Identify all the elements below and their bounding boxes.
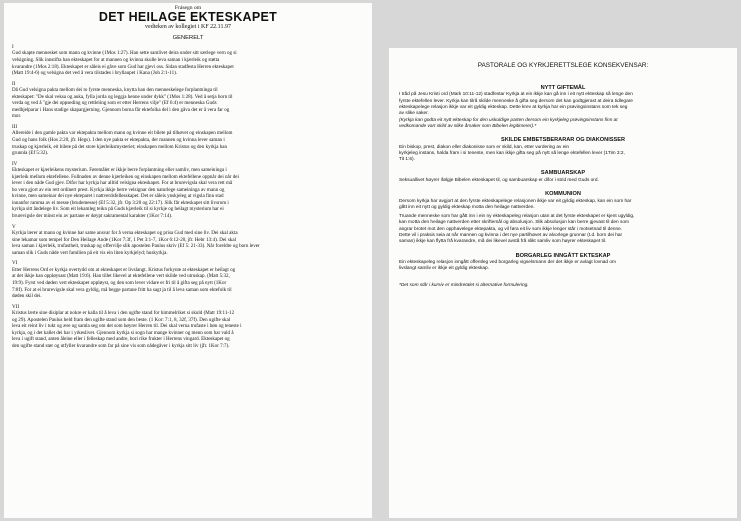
paragraph-v: V Kyrkja lærer at mann og kvinne har same ansvar for å verna ekteskapet og prisa Gud med sine liv. Dei skal akta sine lekamar som tempel for Den Heilage Ande (1Kor 7:3f, 1 Pet 3:1-7, 1Kor 6:12-20, jfr. Hebr 13:4). Dei skal leva saman i kjærleik, trufastheit, truskap og offervilje slik apostelen Paulus skriv (Ef 5: 21-33). Når foreldre og born lever saman slik i Guds nåde vert familien på eit vis ein liten kyrkjelyd; huskyrkja. [12,223,260,256]
document-subtitle: vedteken av kollegiet i KF 22.11.97 [145,24,231,31]
paragraph-sambuarskap: Seksuallivet høyrer ifølgje Bibelen ekteskapet til, og sambuarskap er difor i strid med Guds ord. [399,177,599,183]
pretitle: Frásegn om [174,5,202,11]
section-heading-kommunion: KOMMUNION [545,191,581,198]
document-page-right [389,48,737,518]
document-page-left [4,3,372,518]
paragraph-vi: VI Etter Herrens Ord er kyrkja overtydd om at ekteskapet er livslangt. Kristus forkynte at ekteskapet er heilagt og at det ikkje kan oppløysast (Matt 19:6). Han tillet likevel at ektefellene vert skilde ved utruskap. (Matt 5:32, 19:9). Fyrst ved døden vert ekteskapet oppløyst, og den som lever vidare er fri til å gifta seg på nytt (1Kor 7:8f). For at ei brurevigsle skal vera gyldig, må begge partane fritt ha sagt ja til å leva saman som ektefolk til døden skil dei. [12,260,236,300]
paragraph-kommunion-2: Truande menneske som har gått inn i ein ny ekteskapeleg relasjon utan at det fyrste ekteskapet er kjent ugyldig, kan motta den heilage nattverden etter skriftemål og absolusjon. Slik absolusjon kan berre gjevast til den som angrar brotet mot den opphavelege ektepakta, og vil føra eit liv som ikkje lenger står i motsetnad til denne. Dette vil i praksis seia at når mannen og kvinna i det nye partilhøvet av alvorlege grunnar (t.d. born dei har saman) ikkje kan flytta frå kvarandre, må dei likevel avstå frå slikt samliv som høyrer ekteskapet til. [399,214,635,245]
paragraph-vii: VII Kristus lærte sine disiplar at nokre er kalla til å leva i den ugifte stand for himmelriket si skuld (Matt 19:11-12 og 29). Apostelen Paulus held fram den ugifte stand som den beste. (1 Kor: 7:1, 8, 32f, 37f). Den ugifte skal leva eit reint liv i tukt og ære og samla seg om det som høyrer Herren til. Dei skal verna trufaste i bøn og teneste i kyrkja, og i det kallet dei har i yrkeslivet. Gjennom kyrkja si sogn har mange kvinner og menn som har vald å leva i ugift stand, anten åleine eller i felleskap med andre, bori rike frukter i Herrens vingard. Ekteskapet og den ugifte stand stør og utfyller kvarandre som far på sine vis som nådegåver i kyrkja sitt liv (jfr. 1Kor 7:7). [12,303,242,349]
section-heading-sambuarskap: SAMBUARSKAP [540,170,586,177]
footnote: *Det som står i kursiv er mindretalet si alternative formulering. [399,282,529,288]
section-heading-skilde-embetsberarar: SKILDE EMBETSBERARAR OG DIAKONISSER [500,137,625,144]
consequences-heading: PASTORALE OG KYRKJERETTSLEGE KONSEKVENSAR: [477,62,649,69]
paragraph-skilde-embetsberarar: Ein biskop, prest, diakon eller diakonisse som er skild, kan, etter vurdering av ein kyrkjeleg instans, halda fram i si teneste, men kan ikkje gifta seg på nytt så lenge ektefellen lever (1Tim 3:2, Tit 1:6). [399,144,625,163]
section-heading-borgarleg: BORGARLEG INNGÅTT EKTESKAP [515,252,611,259]
section-heading-generelt: GENERELT [172,35,204,42]
paragraph-ii: II Då Gud velsigna pakta mellom dei to fyrste menneska, knytta han den menneskelege forplantninga til ekteskapet: "De skal veksa og auka, fylla jorda og leggja henne under dykk" (1Mos 1:28). Ved å setja born til verda og ved å "gje dei oppseding og rettleiing som er etter Herrens vilje" (Ef 6:4) er menneska Guds medhjelparar i Hans stadige skapargjerning. Gjennom borna får ektefolka del i den gåva det er å vera far og mor. [12,80,233,120]
document-title: DET HEILAGE EKTESKAPET [98,10,278,25]
minority-note: (Kyrkja kan godta eit nytt ekteskap for den uskuldige parten dersom ein kyrkjeleg prøvingsinstans finn at vedkomande vart skild av slike årsaker som Bibelen legitimerer).* [399,117,618,129]
section-heading-nytt-giftemal: NYTT GIFTEMÅL [540,85,586,91]
paragraph-borgarleg: Ein ekteskapeleg relasjon inngått offentleg ved borgarleg vigselsmann der det ikkje er avlagt lovnad om livslangt samliv er ikkje eit gyldig ekteskap. [399,260,616,272]
paragraph-i: I Gud skapte mennesket som mann og kvinne (1Mos 1:27). Han sette samlivet deira under sitt særlege vern og si velsigning. Slik innstifta han ekteskapet for at mannen og kvinna skulle leva saman i kjærleik og støtta kvarandre (1Mos 2:18). Ekteskapet er såleis ei gåve som Gud har gjevi oss. Sidan stadfesta Herren ekteskapet (Matt 19:4-6) og velsigna det ved å vera tilstades i bryllaupet i Kana (Joh 2:1-11). [12,43,237,77]
paragraph-iv: IV Ekteskapet er kjærleikens mysterium. Føremålet er ikkje berre forplantning eller samliv, men sameininga i kjærleik mellom ektefellene. Fullnaden av denne kjærleiken og einskapen mellom ektefellene oppnår dei når dei lever i den nåde Gud gjev. Difor har kyrkja har alltid velsigna ekteskapet. For at brurevigsla skal vera rett må ho vera gjort av ein rett ordinert prest. Kyrkja ikkje berre velsignar den naturlege sameininga av mann og kvinne, men sameinar dei nye ekteparet i nattverdsfellesskapet. Det er såleis ynskjeleg at vigsla finn stad innanfor ramma av ei messe (brudemesse) (Ef 5:32, jfr. Op 3:20 og 22:17). Slik får ekteskapet sitt livsrom i kyrkja sitt åndelege liv. Som eit lekamleg teikn på Guds kjærleik til si kyrkje og heilagt mysterium har ei brurevigsle der minst ein av partane er døypt sakramental karakter (1Kor 7:14). [12,160,239,220]
paragraph-nytt-giftemal: I tråd på Jesu Kristi ord (Mark 10:11-12) stadfestar Kyrkja at ein ikkje kan gå inn i eit nytt ekteskap så lenge den fyrste ektefellen lever. Kyrkja kan tilrå skilde menneske å gifta seg dersom det kan godtgjerast at deira tidlegare ekteskapelege relasjon ikkje var eit gyldig ekteskap. Dette krev at kyrkja har ein prøvingsinstans som tek seg av slike saker. [399,92,633,117]
paragraph-kommunion-1: Dersom kyrkja har avgjort at den fyrste ekteskapelege relasjonen ikkje var eit gyldig ekteskap, kan ein som har gått inn eit nytt og gyldig ekteskap motta den heilage nattverden. [399,198,632,210]
paragraph-iii: III Allereide i den gamle pakta var ektepakta mellom mann og kvinne eit bilete på tilhøvet og einskapen mellom Gud og hans folk (Hos 2:20, jfr. Hegs). I den nye pakta er ektepakta, der mannen og kvinna lever saman i truskap og kjærleik, eit bilete på det store kjærleiksmysteriet; einskapen mellom Kristus og den kyrkja han grunnla (Ef 5:32). [12,123,233,157]
